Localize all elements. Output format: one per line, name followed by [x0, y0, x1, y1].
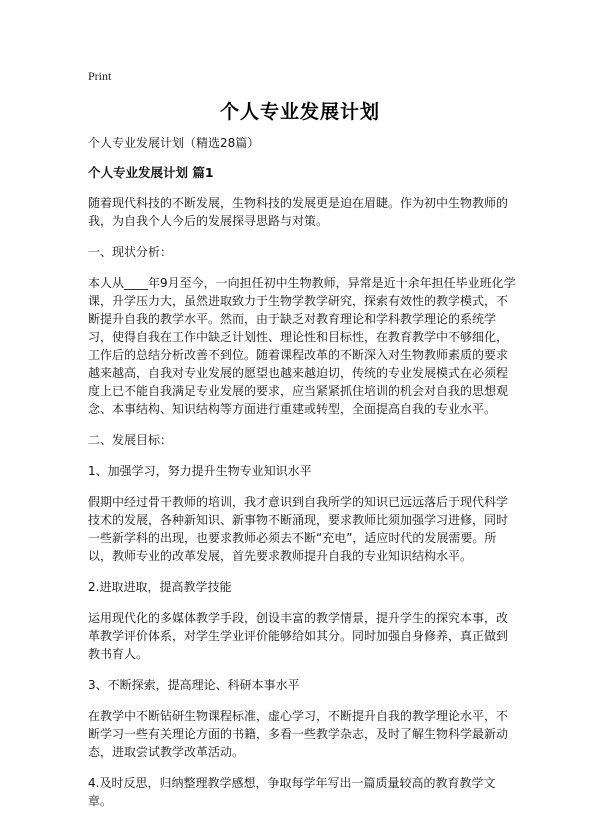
- paragraph-intro: 随着现代科技的不断发展，生物科技的发展更是迫在眉睫。作为初中生物教师的我，为自我个人今后的发展探寻思路与对策。: [88, 196, 509, 228]
- goal-1-heading: 1、加强学习，努力提升生物专业知识水平: [88, 464, 312, 478]
- heading-development-goals: 二、发展目标：: [88, 433, 173, 447]
- goal-1-paragraph: 假期中经过骨干教师的培训，我才意识到自我所学的知识已远远落后于现代科学技术的发展，各种新知识、新事物不断涌现，要求教师比须加强学习进修，同时一些新学科的出现，也要求教师必须去不断“充电”，适应时代的发展需要。所以，教师专业的改革发展，首先要求教师提升自我的专业知识结构水平。: [88, 495, 509, 563]
- document-title: 个人专业发展计划: [219, 101, 380, 123]
- goal-2-heading: 2.进取进取，提高教学技能: [88, 580, 232, 594]
- goal-3-paragraph: 在教学中不断钻研生物课程标准，虚心学习，不断提升自我的教学理论水平，不断学习一些有关理论方面的书籍，多看一些教学杂志，及时了解生物科学最新动态，进取尝试教学改革活动。: [88, 709, 509, 759]
- print-label[interactable]: Print: [88, 69, 112, 83]
- goal-2-paragraph: 运用现代化的多媒体教学手段，创设丰富的教学情景，提升学生的探究本事，改革教学评价体系，对学生学业评价能够给如其分。同时加强自身修养，真正做到教书育人。: [88, 611, 509, 661]
- heading-status-analysis: 一、现状分析：: [88, 245, 173, 259]
- document-subtitle: 个人专业发展计划（精选28篇）: [88, 136, 260, 150]
- document-body: [88, 134, 518, 823]
- section-heading: 个人专业发展计划 篇1: [88, 165, 214, 180]
- goal-3-heading: 3、不断探索，提高理论、科研本事水平: [88, 678, 300, 692]
- goal-4-paragraph: 4.及时反思，归纳整理教学感想，争取每学年写出一篇质量较高的教育教学文章。: [88, 776, 496, 808]
- paragraph-status-analysis: 本人从____年9月至今，一向担任初中生物教师，异常是近十余年担任毕业班化学课，升学压力大，虽然进取致力于生物学教学研究，探索有效性的教学模式，不断提升自我的教学水平。然而，由于缺乏对教育理论和学科教学理论的系统学习，使得自我在工作中缺乏计划性、理论性和目标性，在教育教学中不够细化，工作后的总结分析改善不到位。随着课程改革的不断深入对生物教师素质的要求越来越高，自我对专业发展的愿望也越来越迫切，传统的专业发展模式在必须程度上已不能自我满足专业发展的要求，应当紧紧抓住培训的机会对自我的思想观念、本事结构、知识结构等方面进行重建或转型，全面提高自我的专业水平。: [88, 276, 516, 416]
